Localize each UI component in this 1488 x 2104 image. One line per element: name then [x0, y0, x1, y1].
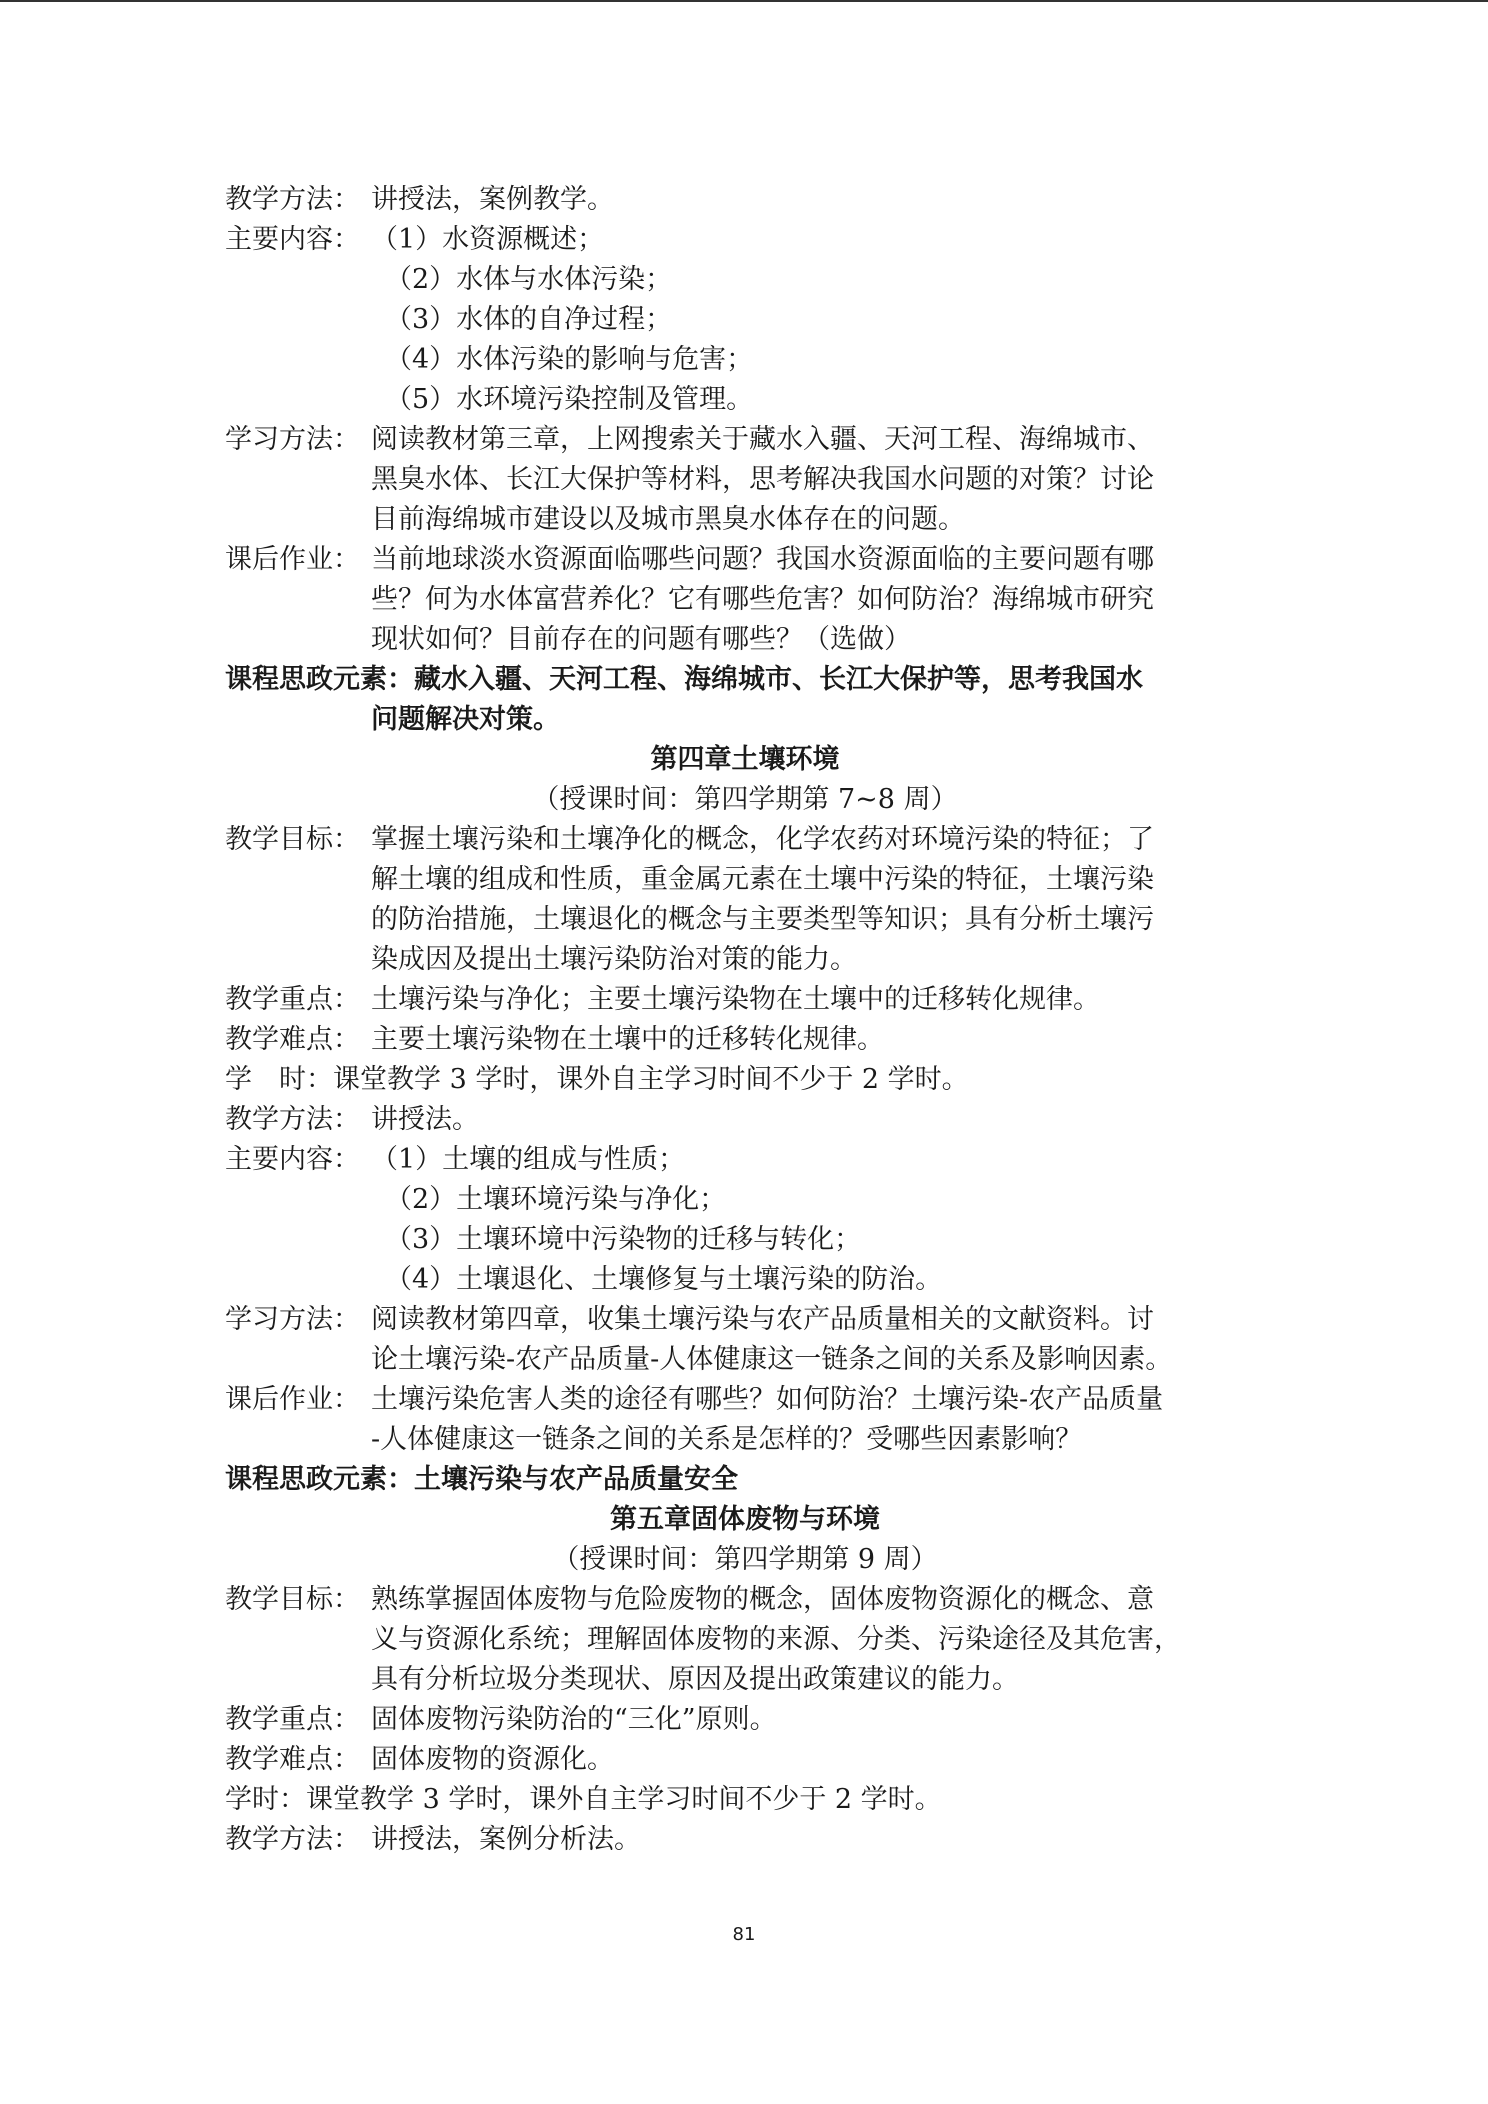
continuation-line	[225, 1660, 1265, 1700]
labeled-line	[225, 1380, 1265, 1420]
continuation-line	[225, 620, 1265, 660]
field-text: 固体废物污染防治的“三化”原则。	[371, 1704, 777, 1735]
line-text: （授课时间：第四学期第 7~8 周）	[532, 784, 958, 815]
continuation-line	[225, 860, 1265, 900]
line-text: 具有分析垃圾分类现状、原因及提出政策建议的能力。	[371, 1664, 1019, 1695]
line-text: （授课时间：第四学期第 9 周）	[552, 1544, 938, 1575]
field-label: 教学方法：	[225, 1824, 360, 1855]
chapter-heading	[225, 1500, 1265, 1540]
teaching-time	[225, 780, 1265, 820]
line-text: 些？何为水体富营养化？它有哪些危害？如何防治？海绵城市研究	[371, 584, 1154, 615]
field-label: 课后作业：	[225, 1384, 360, 1415]
line-text: 课程思政元素：土壤污染与农产品质量安全	[225, 1464, 738, 1495]
teaching-time	[225, 1540, 1265, 1580]
text-line	[225, 1780, 1265, 1820]
line-text: 目前海绵城市建设以及城市黑臭水体存在的问题。	[371, 504, 965, 535]
field-label: 课后作业：	[225, 544, 360, 575]
labeled-line	[225, 1100, 1265, 1140]
line-text: 论土壤污染-农产品质量-人体健康这一链条之间的关系及影响因素。	[371, 1344, 1173, 1375]
continuation-line	[225, 900, 1265, 940]
field-label: 主要内容：	[225, 1144, 360, 1175]
continuation-line	[225, 940, 1265, 980]
content-list-item	[225, 380, 1265, 420]
continuation-line	[225, 1620, 1265, 1660]
line-text: 课程思政元素：藏水入疆、天河工程、海绵城市、长江大保护等，思考我国水	[225, 664, 1143, 695]
labeled-line	[225, 1820, 1265, 1860]
field-label: 教学方法：	[225, 184, 360, 215]
line-text: （5）水环境污染控制及管理。	[385, 384, 754, 415]
labeled-line	[225, 1700, 1265, 1740]
line-text: 现状如何？目前存在的问题有哪些？（选做）	[371, 624, 911, 655]
line-text: 义与资源化系统；理解固体废物的来源、分类、污染途径及其危害，	[371, 1624, 1181, 1655]
line-text: （2）土壤环境污染与净化；	[385, 1184, 727, 1215]
line-text: 问题解决对策。	[371, 704, 560, 735]
continuation-line	[225, 580, 1265, 620]
field-text: 阅读教材第三章，上网搜索关于藏水入疆、天河工程、海绵城市、	[371, 424, 1154, 455]
line-text: （4）土壤退化、土壤修复与土壤污染的防治。	[385, 1264, 943, 1295]
content-list-item	[225, 340, 1265, 380]
ideological-element-line	[225, 660, 1265, 700]
content-list-item	[225, 300, 1265, 340]
line-text: 的防治措施，土壤退化的概念与主要类型等知识；具有分析土壤污	[371, 904, 1154, 935]
field-label: 教学重点：	[225, 1704, 360, 1735]
field-text: 熟练掌握固体废物与危险废物的概念，固体废物资源化的概念、意	[371, 1584, 1154, 1615]
line-text: （3）土壤环境中污染物的迁移与转化；	[385, 1224, 862, 1255]
ideological-element-continuation	[225, 700, 1265, 740]
labeled-line	[225, 820, 1265, 860]
line-text: 学 时：课堂教学 3 学时，课外自主学习时间不少于 2 学时。	[225, 1064, 969, 1095]
field-label: 学习方法：	[225, 424, 360, 455]
labeled-line	[225, 1740, 1265, 1780]
content-list-item	[225, 1180, 1265, 1220]
labeled-line	[225, 420, 1265, 460]
labeled-line	[225, 980, 1265, 1020]
labeled-line	[225, 1300, 1265, 1340]
document-page	[225, 180, 1265, 1860]
continuation-line	[225, 460, 1265, 500]
labeled-line	[225, 180, 1265, 220]
field-text: （1）土壤的组成与性质；	[371, 1144, 686, 1175]
line-text: 学时：课堂教学 3 学时，课外自主学习时间不少于 2 学时。	[225, 1784, 942, 1815]
field-label: 学习方法：	[225, 1304, 360, 1335]
text-line	[225, 1060, 1265, 1100]
line-text: （2）水体与水体污染；	[385, 264, 673, 295]
content-list-item	[225, 1260, 1265, 1300]
field-label: 教学难点：	[225, 1024, 360, 1055]
continuation-line	[225, 1420, 1265, 1460]
line-text: 解土壤的组成和性质，重金属元素在土壤中污染的特征，土壤污染	[371, 864, 1154, 895]
labeled-line	[225, 220, 1265, 260]
line-text: 第四章土壤环境	[650, 744, 840, 775]
field-text: 讲授法，案例教学。	[371, 184, 614, 215]
field-label: 教学目标：	[225, 824, 360, 855]
labeled-line	[225, 1140, 1265, 1180]
continuation-line	[225, 1340, 1265, 1380]
field-label: 教学方法：	[225, 1104, 360, 1135]
labeled-line	[225, 540, 1265, 580]
chapter-heading	[225, 740, 1265, 780]
field-text: 阅读教材第四章，收集土壤污染与农产品质量相关的文献资料。讨	[371, 1304, 1154, 1335]
line-text: （4）水体污染的影响与危害；	[385, 344, 754, 375]
line-text: （3）水体的自净过程；	[385, 304, 673, 335]
field-label: 教学重点：	[225, 984, 360, 1015]
field-text: 当前地球淡水资源面临哪些问题？我国水资源面临的主要问题有哪	[371, 544, 1154, 575]
content-list-item	[225, 260, 1265, 300]
field-label: 主要内容：	[225, 224, 360, 255]
continuation-line	[225, 500, 1265, 540]
ideological-element-line	[225, 1460, 1265, 1500]
labeled-line	[225, 1020, 1265, 1060]
field-text: 土壤污染危害人类的途径有哪些？如何防治？土壤污染-农产品质量	[371, 1384, 1164, 1415]
line-text: 染成因及提出土壤污染防治对策的能力。	[371, 944, 857, 975]
field-text: （1）水资源概述；	[371, 224, 605, 255]
field-text: 讲授法。	[371, 1104, 479, 1135]
page-number: 81	[732, 1924, 756, 1945]
content-list-item	[225, 1220, 1265, 1260]
page-top-border	[0, 0, 1488, 2]
field-label: 教学难点：	[225, 1744, 360, 1775]
field-label: 教学目标：	[225, 1584, 360, 1615]
line-text: -人体健康这一链条之间的关系是怎样的？受哪些因素影响？	[371, 1424, 1083, 1455]
field-text: 主要土壤污染物在土壤中的迁移转化规律。	[371, 1024, 884, 1055]
labeled-line	[225, 1580, 1265, 1620]
field-text: 讲授法，案例分析法。	[371, 1824, 641, 1855]
field-text: 固体废物的资源化。	[371, 1744, 614, 1775]
line-text: 黑臭水体、长江大保护等材料，思考解决我国水问题的对策？讨论	[371, 464, 1154, 495]
field-text: 掌握土壤污染和土壤净化的概念，化学农药对环境污染的特征；了	[371, 824, 1154, 855]
line-text: 第五章固体废物与环境	[610, 1504, 880, 1535]
field-text: 土壤污染与净化；主要土壤污染物在土壤中的迁移转化规律。	[371, 984, 1100, 1015]
